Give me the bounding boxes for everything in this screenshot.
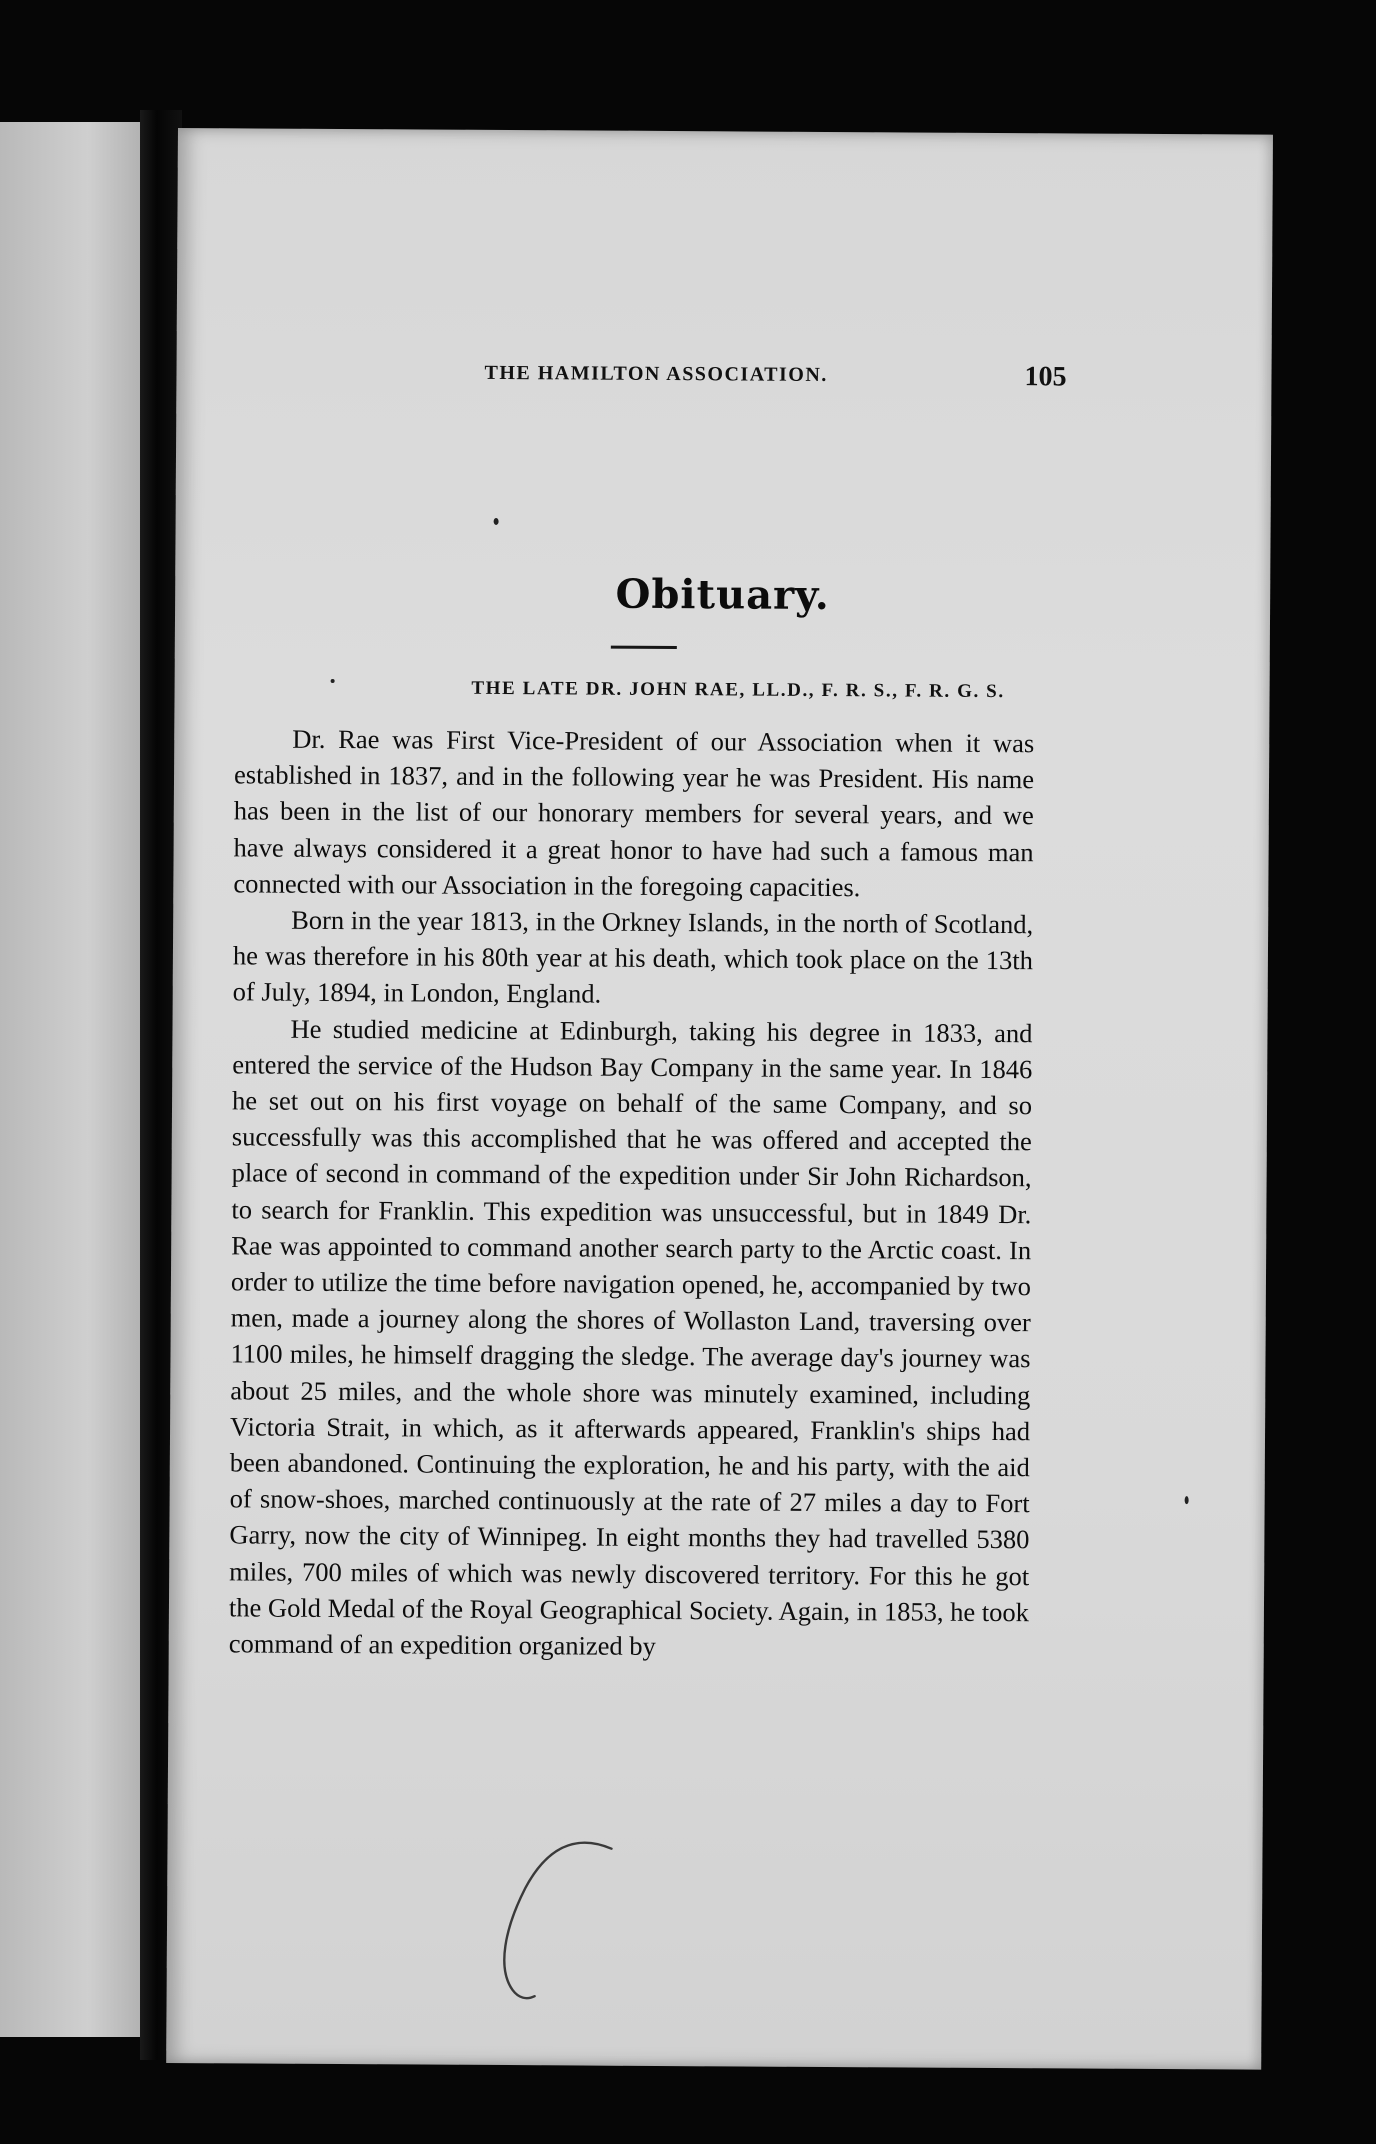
page-number: 105 xyxy=(1024,361,1067,393)
obituary-subheading: THE LATE DR. JOHN RAE, LL.D., F. R. S., F. R. G. S. xyxy=(471,677,1005,703)
paragraph: He studied medicine at Edinburgh, taking his degree in 1833, and entered the service of the Hudson Bay Company in the same year. In 1846 he set out on his first voyage on behalf of the same Company, and so successfully was this accomplished that he was offered and accepted the place of second in command of the expedition under Sir John Richardson, to search for Franklin. This expedition was unsuccessful, but in 1849 Dr. Rae was appointed to command another search party to the Arctic coast. In order to utilize the time before navigation opened, he, accompanied by two men, made a journey along the shores of Wollaston Land, traversing over 1100 miles, he himself dragging the sledge. The average day's journey was about 25 miles, and the whole shore was minutely examined, including Victoria Strait, in which, as it afterwards appeared, Franklin's ships had been abandoned. Continuing the exploration, he and his party, with the aid of snow-shoes, marched continuously at the rate of 27 miles a day to Fort Garry, now the city of Winnipeg. In eight months they had travelled 5380 miles, 700 miles of which was newly discovered territory. For this he got the Gold Medal of the Royal Geographical Society. Again, in 1853, he took command of an expedition organized by xyxy=(228,1013,1033,1662)
heading-divider xyxy=(611,646,677,649)
book-page xyxy=(166,128,1273,2070)
facing-page-edge xyxy=(0,122,160,2037)
obituary-heading: Obituary. xyxy=(615,570,830,619)
pencil-mark xyxy=(483,1830,624,2011)
paragraph: Born in the year 1813, in the Orkney Islands, in the north of Scotland, he was therefore in his 80th year at his death, which took place on the 13th of July, 1894, in London, England. xyxy=(232,904,1034,1010)
running-head-title: THE HAMILTON ASSOCIATION. xyxy=(484,361,828,386)
scan-speck xyxy=(331,679,335,683)
paragraph: Dr. Rae was First Vice-President of our Association when it was established in 1837, and in the following year he was President. His name has been in the list of our honorary members for several years, and we have always considered it a great honor to have had such a famous man connected with our Association in the foregoing capacities. xyxy=(233,723,1035,902)
obituary-body xyxy=(229,720,1035,1666)
scan-speck xyxy=(1185,1496,1189,1504)
scan-speck xyxy=(494,518,499,525)
running-head xyxy=(177,360,1272,393)
